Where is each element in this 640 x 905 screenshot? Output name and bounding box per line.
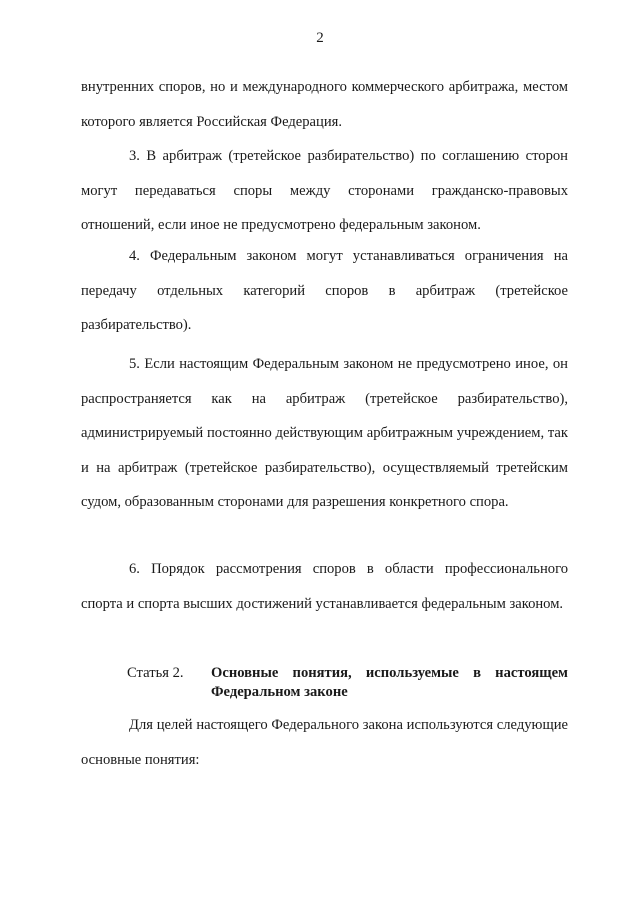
paragraph-6: 6. Порядок рассмотрения споров в области профессионального спорта и спорта высших достижений устанавливается федеральным законом. xyxy=(81,561,568,612)
article-intro-paragraph: Для целей настоящего Федерального закона используются следующие основные понятия: xyxy=(81,717,568,768)
paragraph-continuation: внутренних споров, но и международного коммерческого арбитража, местом которого является Российская Федерация. xyxy=(81,79,568,130)
paragraph-5: 5. Если настоящим Федеральным законом не предусмотрено иное, он распространяется как на арбитраж (третейское разбирательство), администрируемый постоянно действующим арбитражным учреждением, так и на арбитраж (третейское разбирательство), осуществляемый третейским судом, образованным сторонами для разрешения конкретного спора. xyxy=(81,356,568,510)
paragraph-3: 3. В арбитраж (третейское разбирательство) по соглашению сторон могут передаваться споры между сторонами гражданско-правовых отношений, если иное не предусмотрено федеральным законом. xyxy=(81,148,568,233)
paragraph-4: 4. Федеральным законом могут устанавливаться ограничения на передачу отдельных категорий споров в арбитраж (третейское разбирательство). xyxy=(81,248,568,333)
page-number: 2 xyxy=(316,30,324,46)
article-title: Основные понятия, используемые в настоящем Федеральном законе xyxy=(211,665,568,700)
article-label: Статья 2. xyxy=(127,665,184,681)
